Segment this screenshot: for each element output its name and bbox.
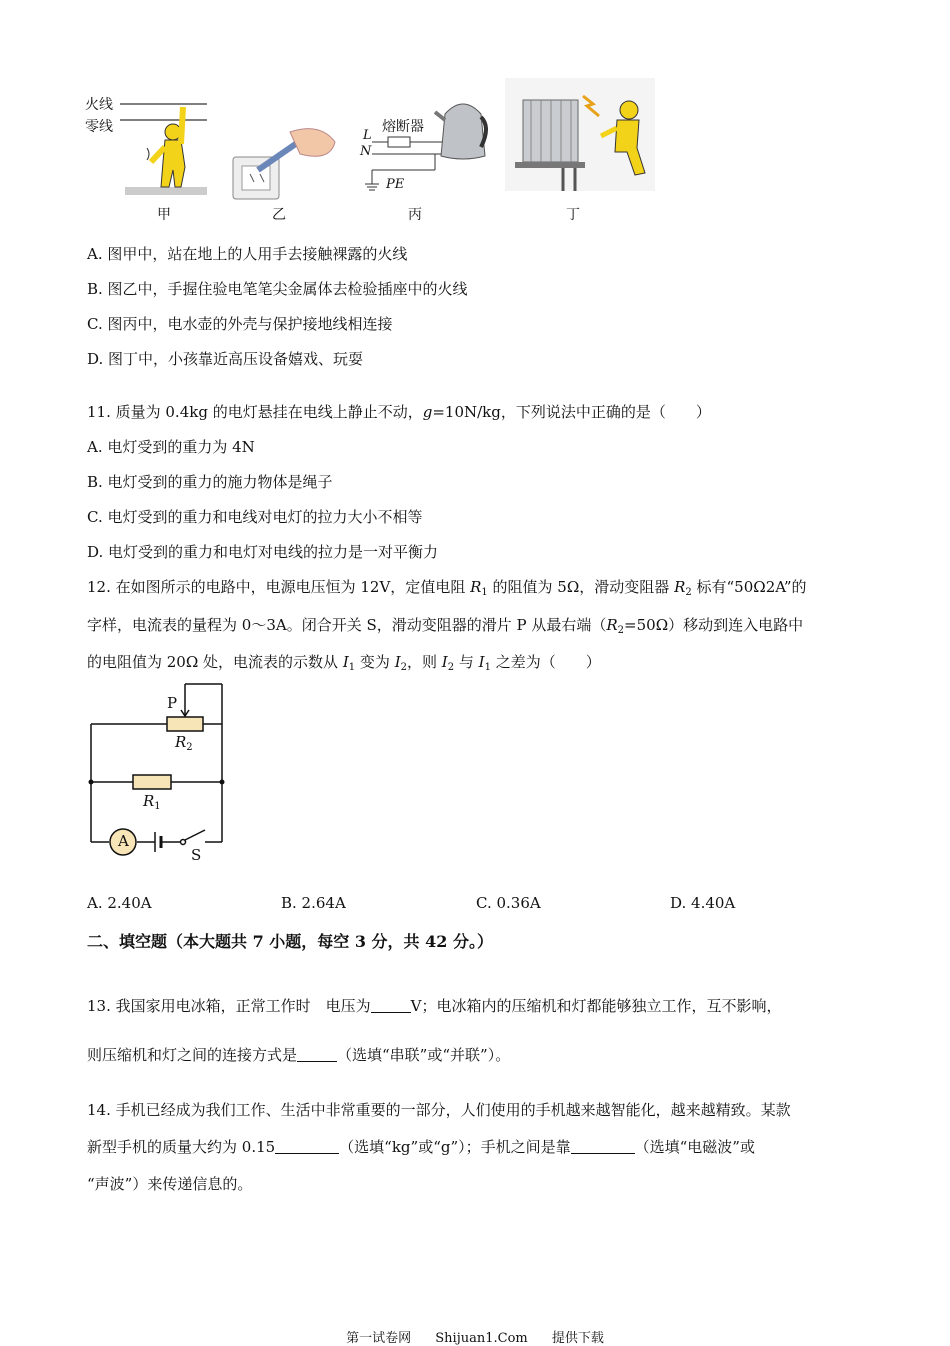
n-label: N xyxy=(360,144,372,159)
q12-circuit-diagram xyxy=(85,680,235,870)
switch-s-label: S xyxy=(191,846,202,864)
q13-line2: 则压缩机和灯之间的连接方式是 （选填“串联”或“并联”）。 xyxy=(87,1046,511,1064)
q12-stem-line2: 字样，电流表的量程为 0～3A。闭合开关 S，滑动变阻器的滑片 P 从最右端$(R_2=50\Omega)$移动到连入电路中 xyxy=(87,616,804,636)
pe-label: PE xyxy=(386,177,405,192)
figure-bing-label: 丙 xyxy=(408,207,422,223)
q14-line1: 14. 手机已经成为我们工作、生活中非常重要的一部分，人们使用的手机越来越智能化，越来越精致。某款 xyxy=(87,1101,791,1119)
figure-ding xyxy=(505,78,655,191)
figure-bing xyxy=(360,92,490,200)
circuit-svg xyxy=(85,680,235,870)
page-footer xyxy=(0,1327,950,1346)
footer-site: 第一试卷网 xyxy=(346,1331,412,1346)
q12-option-b: B. 2.64A xyxy=(281,894,346,912)
q10-option-c: C. 图丙中，电水壶的外壳与保护接地线相连接 xyxy=(87,315,393,333)
figure-jia xyxy=(85,92,210,202)
footer-domain[interactable]: Shijuan1.Com xyxy=(435,1331,528,1346)
r2-label: $R_2$ xyxy=(175,733,193,753)
q11-option-c: C. 电灯受到的重力和电线对电灯的拉力大小不相等 xyxy=(87,508,423,526)
fire-line-label: 火线 xyxy=(85,97,113,113)
q14-blank-2[interactable] xyxy=(571,1139,635,1154)
q11-stem: 11. 质量为 0.4kg 的电灯悬挂在电线上静止不动，g=10N/kg，下列说法中正确的是（ ） xyxy=(87,403,711,421)
q12-option-d: D. 4.40A xyxy=(670,894,736,912)
q11-option-a: A. 电灯受到的重力为 4N xyxy=(87,438,255,456)
fuse-label: 熔断器 xyxy=(382,119,424,135)
zero-line-label: 零线 xyxy=(85,119,113,135)
q12-stem-line3: 的电阻值为 20Ω 处，电流表的示数从 $I_1$ 变为 $I_2$，则 $I_2$ 与 $I_1$ 之差为（ ） xyxy=(87,653,601,673)
q12-option-a: A. 2.40A xyxy=(87,894,152,912)
figure-ding-label: 丁 xyxy=(566,207,580,223)
high-voltage-illustration xyxy=(505,78,655,191)
q13-blank-2[interactable] xyxy=(297,1047,337,1062)
figure-jia-label: 甲 xyxy=(157,207,171,223)
q12-option-c: C. 0.36A xyxy=(476,894,541,912)
r1-label: $R_1$ xyxy=(143,792,161,812)
q10-option-a: A. 图甲中，站在地上的人用手去接触裸露的火线 xyxy=(87,245,408,263)
footer-download: 提供下载 xyxy=(551,1331,604,1346)
q11-option-b: B. 电灯受到的重力的施力物体是绳子 xyxy=(87,473,333,491)
q11-option-d: D. 电灯受到的重力和电灯对电线的拉力是一对平衡力 xyxy=(87,543,439,561)
kettle-circuit-illustration xyxy=(360,92,490,200)
q13-line1: 13. 我国家用电冰箱，正常工作时 电压为 V；电冰箱内的压缩机和灯都能够独立工作，互不影响， xyxy=(87,997,782,1015)
q13-blank-1[interactable] xyxy=(371,998,411,1013)
figure-yi-label: 乙 xyxy=(272,207,286,223)
test-pen-illustration xyxy=(230,122,340,202)
section-2-title: 二、填空题（本大题共 7 小题，每空 3 分，共 42 分。） xyxy=(87,932,493,951)
q12-stem-line1: 12. 在如图所示的电路中，电源电压恒为 12V，定值电阻 $R_1$ 的阻值为 5Ω，滑动变阻器 $R_2$ 标有“50Ω2A”的 xyxy=(87,578,807,598)
q14-line3: “声波”）来传递信息的。 xyxy=(87,1175,253,1193)
figure-yi xyxy=(230,122,340,202)
q10-option-b: B. 图乙中，手握住验电笔笔尖金属体去检验插座中的火线 xyxy=(87,280,468,298)
q14-blank-1[interactable] xyxy=(275,1139,339,1154)
ammeter-label: A xyxy=(118,832,129,850)
slider-p-label: P xyxy=(167,694,178,712)
q10-option-d: D. 图丁中，小孩靠近高压设备嬉戏、玩耍 xyxy=(87,350,364,368)
q14-line2: 新型手机的质量大约为 0.15 （选填“kg”或“g”）；手机之间是靠 （选填“电磁波”或 xyxy=(87,1138,755,1156)
l-label: L xyxy=(363,128,372,143)
